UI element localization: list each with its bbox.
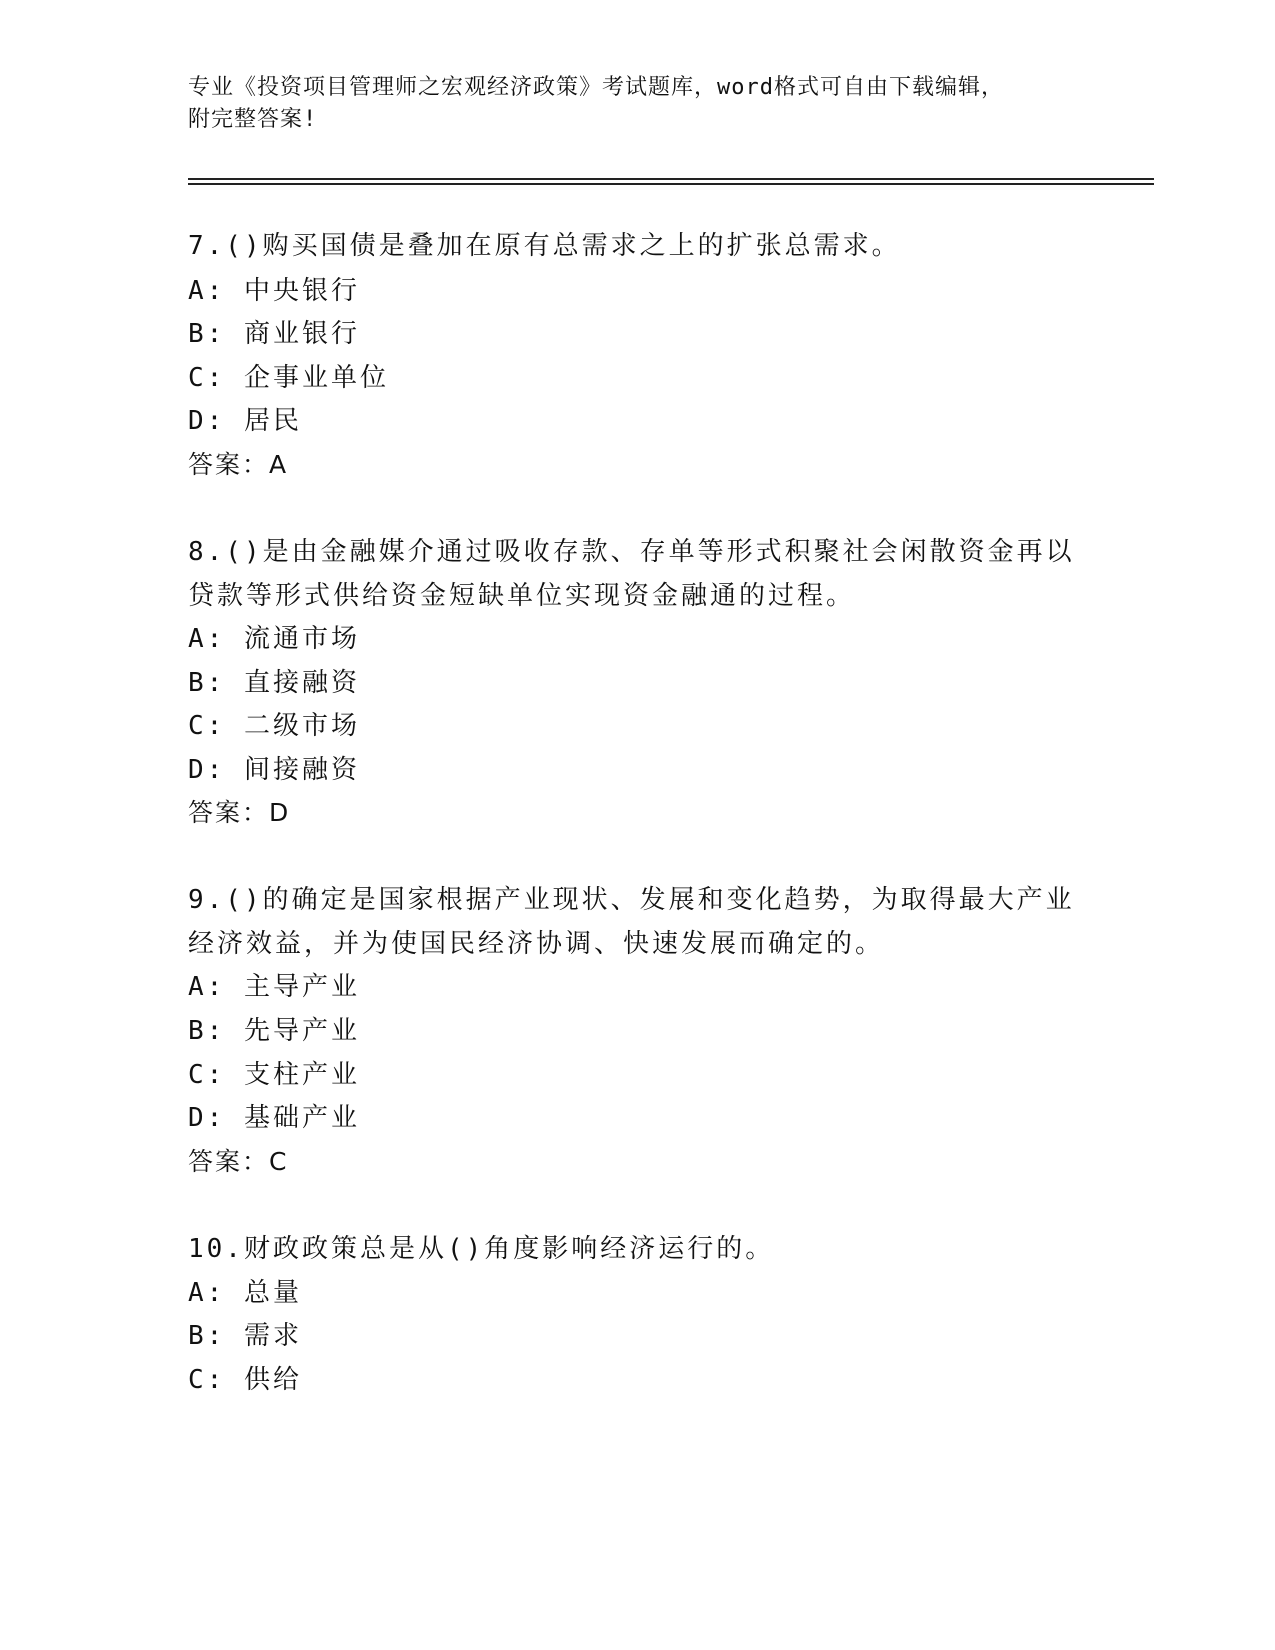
option-a: A: 主导产业 (188, 972, 360, 1002)
answer-label: 答案：A (188, 450, 289, 479)
answer-label: 答案：C (188, 1147, 289, 1176)
option-b: B: 直接融资 (188, 668, 360, 698)
question-stem: 7.()购买国债是叠加在原有总需求之上的扩张总需求。 (188, 231, 901, 261)
option-b: B: 先导产业 (188, 1016, 360, 1046)
header-description (188, 72, 1068, 136)
option-d: D: 居民 (188, 406, 302, 436)
header-description-line: 附完整答案! (188, 107, 318, 132)
option-d: D: 基础产业 (188, 1103, 360, 1133)
option-b: B: 商业银行 (188, 319, 360, 349)
option-a: A: 总量 (188, 1278, 302, 1308)
option-b: B: 需求 (188, 1321, 302, 1351)
header-description-line: 专业《投资项目管理师之宏观经济政策》考试题库，word格式可自由下载编辑， (188, 75, 1004, 100)
option-c: C: 二级市场 (188, 711, 360, 741)
question-stem: 10.财政政策总是从()角度影响经济运行的。 (188, 1234, 775, 1264)
question-stem: 9.()的确定是国家根据产业现状、发展和变化趋势，为取得最大产业 (188, 885, 1075, 915)
answer-label: 答案：D (188, 798, 291, 827)
header-divider (188, 178, 1154, 180)
option-d: D: 间接融资 (188, 755, 360, 785)
option-c: C: 支柱产业 (188, 1060, 360, 1090)
option-a: A: 流通市场 (188, 624, 360, 654)
question-stem: 8.()是由金融媒介通过吸收存款、存单等形式积聚社会闲散资金再以 (188, 537, 1075, 567)
question-stem: 贷款等形式供给资金短缺单位实现资金融通的过程。 (188, 581, 856, 611)
option-c: C: 供给 (188, 1365, 302, 1395)
question-stem: 经济效益，并为使国民经济协调、快速发展而确定的。 (188, 929, 885, 959)
header-divider (188, 183, 1154, 185)
option-a: A: 中央银行 (188, 276, 360, 306)
option-c: C: 企事业单位 (188, 363, 389, 393)
